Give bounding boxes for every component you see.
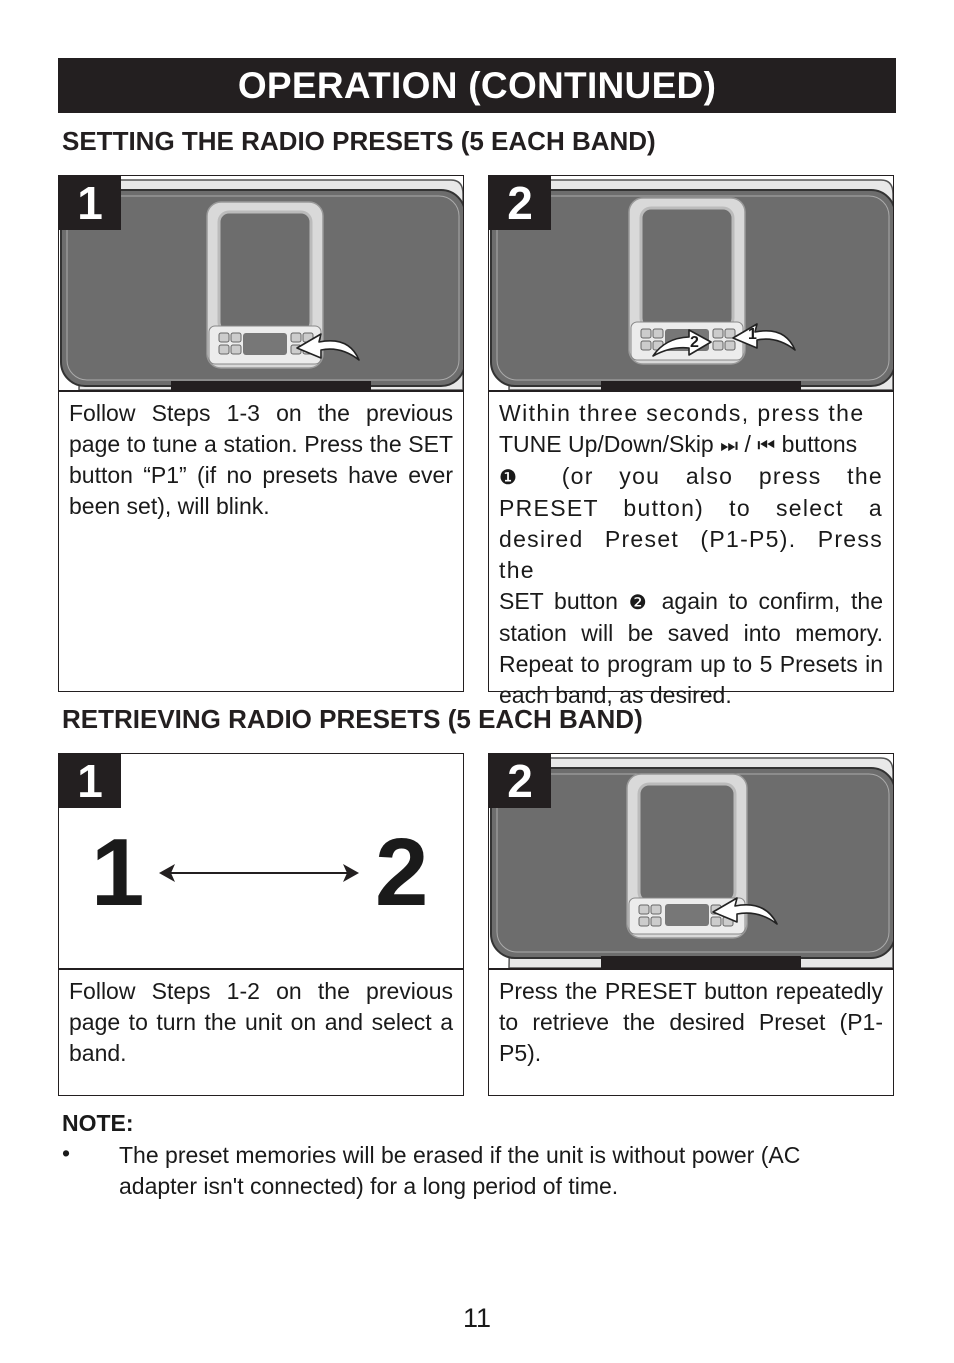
page-banner <box>58 58 896 113</box>
caption-text: again to confirm, the station will be saved into memory. Repeat to program up to 5 Presets in each band, as desired. <box>499 588 883 708</box>
step-number-badge: 2 <box>489 754 551 808</box>
caption-text: SET button <box>499 588 629 614</box>
retrieving-step-1-panel <box>58 753 464 1096</box>
section-title-retrieving: RETRIEVING RADIO PRESETS (5 EACH BAND) <box>62 704 643 734</box>
setting-step-1-panel <box>58 175 464 692</box>
step-caption: Follow Steps 1-2 on the previous page to turn the unit on and select a band. <box>69 978 453 1066</box>
skip-previous-icon: ⏮ <box>757 433 776 457</box>
double-arrow-icon <box>155 858 363 888</box>
sequence-left-number: 1 <box>91 819 145 926</box>
marker-two-icon: ❷ <box>628 590 651 614</box>
step-number-badge: 1 <box>59 754 121 808</box>
callout-label-1: 1 <box>748 326 757 343</box>
callout-label-2: 2 <box>690 334 699 351</box>
skip-next-icon: ⏭ <box>720 433 739 457</box>
sequence-right-number: 2 <box>375 819 429 926</box>
caption-text: TUNE Up/Down/Skip <box>499 431 714 457</box>
page-title: OPERATION (CONTINUED) <box>237 64 717 106</box>
note-label: NOTE: <box>62 1110 134 1136</box>
caption-paragraph <box>499 461 883 586</box>
setting-step-2-panel <box>488 175 894 708</box>
section-title-setting: SETTING THE RADIO PRESETS (5 EACH BAND) <box>62 126 656 156</box>
step-caption <box>499 398 883 711</box>
note-text: The preset memories will be erased if the unit is without power (AC adapter isn't connected) for a long period of time. <box>119 1142 801 1199</box>
caption-line <box>499 429 883 461</box>
retrieving-step-2-panel <box>488 753 894 1096</box>
caption-line: Within three seconds, press the <box>499 400 865 426</box>
page-number: 11 <box>462 1303 492 1333</box>
caption-text: (or you also press the PRESET button) to select a desired Preset (P1-P5). Press the <box>499 463 884 583</box>
marker-one-icon: ❶ <box>499 465 537 489</box>
step-caption: Press the PRESET button repeatedly to retrieve the desired Preset (P1-P5). <box>499 978 883 1066</box>
note-bullet: • <box>62 1140 71 1166</box>
caption-paragraph <box>499 586 883 711</box>
step-caption: Follow Steps 1-3 on the previous page to tune a station. Press the SET button “P1” (if no presets have ever been set), will blink. <box>69 400 453 519</box>
step-number-badge: 2 <box>489 176 551 230</box>
caption-text: buttons <box>775 431 858 457</box>
step-number-badge: 1 <box>59 176 121 230</box>
caption-text: / <box>738 431 758 457</box>
